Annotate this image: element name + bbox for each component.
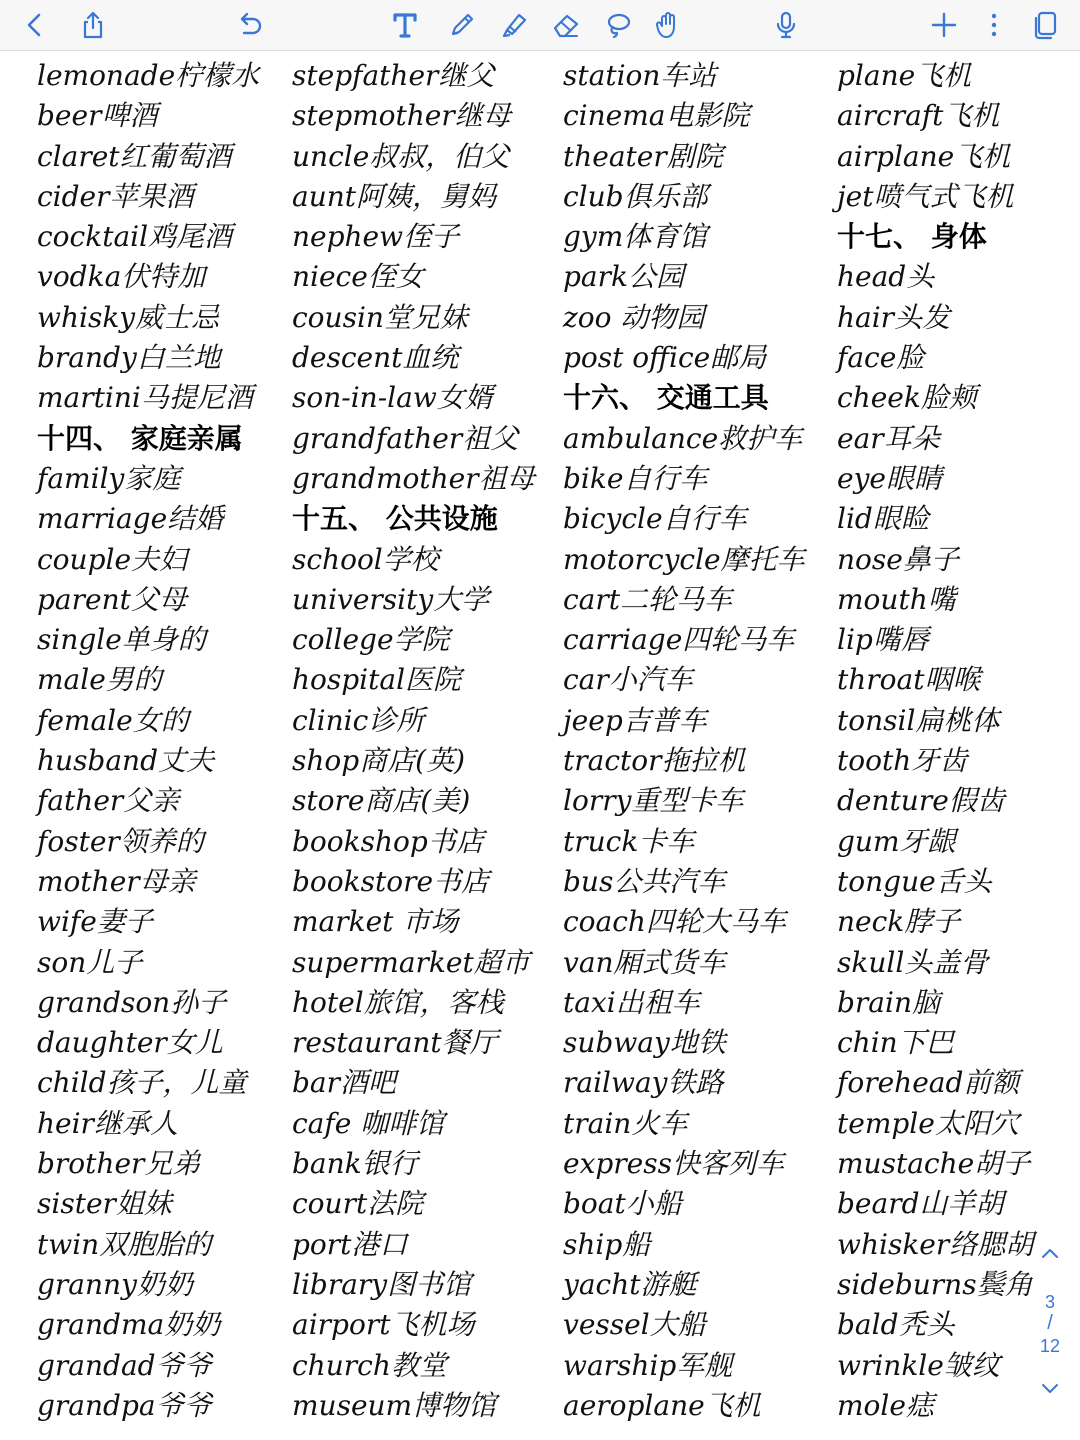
vocab-entry: denture假齿: [837, 784, 1005, 818]
vocab-entry: ship船: [563, 1227, 651, 1261]
chevron-up-icon[interactable]: [1036, 1240, 1064, 1268]
vocab-entry: restaurant餐厅: [292, 1026, 498, 1060]
vocab-entry: jeep吉普车: [563, 703, 707, 737]
undo-icon[interactable]: [229, 5, 269, 45]
hand-tool-icon[interactable]: [648, 5, 688, 45]
vocab-column-2: [292, 56, 535, 1426]
vocab-entry: church教堂: [292, 1348, 447, 1382]
vocab-entry: brother兄弟: [37, 1147, 201, 1181]
vocab-entry: nose鼻子: [837, 542, 959, 576]
vocab-column-1: [37, 56, 259, 1426]
vocab-entry: wife妻子: [37, 905, 153, 939]
vocab-entry: brain脑: [837, 985, 940, 1019]
vocab-entry: lid眼睑: [837, 502, 929, 536]
vocab-entry: skull头盖骨: [837, 945, 989, 979]
vocab-entry: station车站: [563, 59, 717, 92]
vocab-entry: truck卡车: [563, 824, 695, 858]
vocab-entry: face脸: [837, 341, 925, 375]
vocab-entry: neck脖子: [837, 905, 961, 939]
vocab-entry: gum牙龈: [837, 824, 956, 858]
vocab-entry: stepmother继母: [292, 99, 511, 133]
vocab-entry: granny奶奶: [37, 1267, 193, 1301]
vocab-entry: father父亲: [37, 784, 180, 818]
pen-icon[interactable]: [442, 5, 482, 45]
vocab-entry: cider苹果酒: [37, 179, 194, 213]
vocab-column-4: [837, 56, 1033, 1426]
vocab-entry: express快客列车: [563, 1147, 784, 1181]
text-tool-icon[interactable]: [385, 5, 425, 45]
share-icon[interactable]: [73, 5, 113, 45]
vocab-entry: mole痣: [837, 1388, 934, 1422]
section-heading: 十四、 家庭亲属: [37, 421, 243, 455]
more-icon[interactable]: [974, 5, 1014, 45]
microphone-icon[interactable]: [766, 5, 806, 45]
vocab-entry: grandma奶奶: [37, 1308, 221, 1342]
vocab-entry: hospital医院: [292, 663, 462, 697]
vocab-entry: brandy白兰地: [37, 341, 221, 375]
vocab-entry: mouth嘴: [837, 582, 956, 616]
vocab-entry: grandad爷爷: [37, 1348, 212, 1382]
vocab-entry: claret红葡萄酒: [37, 139, 232, 173]
vocab-entry: post office邮局: [563, 341, 767, 375]
vocab-entry: yacht游艇: [563, 1267, 697, 1301]
vocab-entry: club俱乐部: [563, 179, 708, 213]
vocab-entry: nephew侄子: [292, 220, 460, 254]
vocab-entry: bar酒吧: [292, 1066, 397, 1100]
section-heading: 十六、 交通工具: [563, 381, 769, 415]
vocab-entry: car小汽车: [563, 663, 693, 697]
current-page: 3: [1044, 1292, 1055, 1312]
vocab-entry: uncle叔叔，伯父: [292, 139, 510, 173]
highlighter-icon[interactable]: [494, 5, 534, 45]
vocab-entry: store商店(美): [292, 784, 471, 818]
vocab-entry: library图书馆: [292, 1267, 472, 1301]
vocab-entry: single单身的: [37, 623, 206, 657]
page-indicator: [1030, 1240, 1070, 1400]
vocab-entry: aircraft飞机: [837, 99, 1000, 133]
vocab-entry: museum博物馆: [292, 1388, 497, 1422]
vocab-entry: grandpa爷爷: [37, 1388, 212, 1422]
vocab-entry: female女的: [37, 703, 189, 737]
vocab-entry: shop商店(英): [292, 744, 466, 778]
vocab-entry: bald秃头: [837, 1308, 955, 1342]
vocab-entry: cousin堂兄妹: [292, 300, 468, 334]
vocab-entry: warship军舰: [563, 1348, 733, 1382]
vocab-entry: hotel旅馆，客栈: [292, 985, 504, 1019]
vocab-entry: throat咽喉: [837, 663, 981, 697]
vocab-entry: theater剧院: [563, 139, 723, 173]
vocab-entry: taxi出租车: [563, 985, 700, 1019]
vocab-entry: sister姐妹: [37, 1187, 172, 1221]
add-icon[interactable]: [924, 5, 964, 45]
vocab-entry: van厢式货车: [563, 945, 726, 979]
vocab-entry: lorry重型卡车: [563, 784, 744, 818]
vocab-entry: lemonade柠檬水: [37, 59, 260, 92]
vocab-entry: twin双胞胎的: [37, 1227, 212, 1261]
vocab-entry: aeroplane飞机: [563, 1388, 761, 1422]
vocab-entry: hair头发: [837, 300, 951, 334]
vocab-entry: beard山羊胡: [837, 1187, 1004, 1221]
vocab-entry: stepfather继父: [292, 59, 495, 92]
vocab-entry: zoo 动物园: [563, 300, 705, 334]
vocab-entry: child孩子，儿童: [37, 1066, 247, 1100]
vocab-entry: sideburns鬓角: [837, 1267, 1033, 1301]
vocab-entry: ambulance救护车: [563, 421, 803, 455]
vocab-entry: bus公共汽车: [563, 864, 726, 898]
vocab-entry: coach四轮大马车: [563, 905, 786, 939]
vocab-entry: son-in-law女婿: [292, 381, 493, 415]
vocab-entry: ear耳朵: [837, 421, 940, 455]
vocab-entry: descent血统: [292, 341, 459, 375]
vocab-entry: vessel大船: [563, 1308, 706, 1342]
vocab-entry: tooth牙齿: [837, 744, 968, 778]
vocab-entry: son儿子: [37, 945, 143, 979]
vocab-entry: tonsil扁桃体: [837, 703, 1000, 737]
section-heading: 十五、 公共设施: [292, 502, 498, 536]
vocab-entry: motorcycle摩托车: [563, 542, 805, 576]
vocab-entry: subway地铁: [563, 1026, 726, 1060]
vocab-entry: gym体育馆: [563, 220, 708, 254]
vocab-entry: mother母亲: [37, 864, 196, 898]
lasso-icon[interactable]: [598, 5, 638, 45]
vocab-entry: cinema电影院: [563, 99, 750, 133]
vocab-entry: boat小船: [563, 1187, 682, 1221]
vocab-entry: cheek脸颊: [837, 381, 977, 415]
vocab-entry: aunt阿姨，舅妈: [292, 179, 497, 213]
vocab-entry: cocktail鸡尾酒: [37, 220, 233, 254]
total-pages: 12: [1039, 1336, 1061, 1356]
vocab-entry: bicycle自行车: [563, 502, 747, 536]
vocab-entry: college学院: [292, 623, 450, 657]
section-heading: 十七、 身体: [837, 220, 987, 254]
vocab-entry: school学校: [292, 542, 439, 576]
eraser-icon[interactable]: [546, 5, 586, 45]
vocab-entry: parent父母: [37, 582, 187, 616]
vocab-entry: bookshop书店: [292, 824, 484, 858]
vocab-entry: bike自行车: [563, 461, 708, 495]
vocab-entry: university大学: [292, 582, 490, 616]
vocab-entry: niece侄女: [292, 260, 424, 294]
pages-icon[interactable]: [1025, 5, 1065, 45]
vocab-entry: jet喷气式飞机: [837, 179, 1014, 213]
vocab-entry: head头: [837, 260, 935, 294]
vocab-entry: supermarket超市: [292, 945, 530, 979]
vocab-entry: bank银行: [292, 1147, 418, 1181]
vocab-entry: airplane飞机: [837, 139, 1011, 173]
vocab-entry: whisky威士忌: [37, 300, 220, 334]
vocab-entry: train火车: [563, 1106, 688, 1140]
vocab-entry: beer啤酒: [37, 99, 158, 133]
vocab-entry: grandmother祖母: [292, 461, 535, 495]
vocab-entry: forehead前额: [837, 1066, 1020, 1100]
chevron-down-icon[interactable]: [1036, 1374, 1064, 1402]
vocab-entry: railway铁路: [563, 1066, 724, 1100]
back-icon[interactable]: [15, 5, 55, 45]
vocab-entry: port港口: [292, 1227, 408, 1261]
vocab-entry: chin下巴: [837, 1026, 954, 1060]
vocab-entry: grandson孙子: [37, 985, 227, 1019]
note-page[interactable]: [0, 50, 1080, 1440]
vocab-entry: cafe 咖啡馆: [292, 1106, 445, 1140]
vocab-entry: clinic诊所: [292, 703, 425, 737]
vocab-entry: marriage结婚: [37, 502, 224, 536]
vocab-entry: heir继承人: [37, 1106, 178, 1140]
vocab-entry: daughter女儿: [37, 1026, 223, 1060]
vocab-entry: vodka伏特加: [37, 260, 206, 294]
vocab-entry: family家庭: [37, 461, 181, 495]
vocab-entry: couple夫妇: [37, 542, 188, 576]
page-separator: /: [1047, 1312, 1053, 1334]
vocab-entry: airport飞机场: [292, 1308, 475, 1342]
vocab-entry: carriage四轮马车: [563, 623, 795, 657]
vocab-entry: bookstore书店: [292, 864, 490, 898]
vocab-entry: eye眼睛: [837, 461, 942, 495]
vocab-entry: wrinkle皱纹: [837, 1348, 1000, 1382]
vocab-entry: martini马提尼酒: [37, 381, 253, 415]
toolbar: [0, 0, 1080, 51]
vocab-entry: whisker络腮胡: [837, 1227, 1034, 1261]
vocab-entry: plane飞机: [837, 59, 972, 92]
vocab-entry: male男的: [37, 663, 162, 697]
vocab-entry: temple太阳穴: [837, 1106, 1019, 1140]
vocab-entry: husband丈夫: [37, 744, 215, 778]
vocab-entry: market 市场: [292, 905, 459, 939]
vocab-entry: lip嘴唇: [837, 623, 929, 657]
vocab-entry: grandfather祖父: [292, 421, 519, 455]
vocab-entry: foster领养的: [37, 824, 204, 858]
vocab-entry: tractor拖拉机: [563, 744, 746, 778]
vocab-entry: park公园: [563, 260, 684, 294]
vocab-entry: court法院: [292, 1187, 424, 1221]
vocab-entry: cart二轮马车: [563, 582, 733, 616]
vocab-entry: tongue舌头: [837, 864, 992, 898]
vocab-entry: mustache胡子: [837, 1147, 1031, 1181]
vocab-column-3: [563, 56, 805, 1426]
